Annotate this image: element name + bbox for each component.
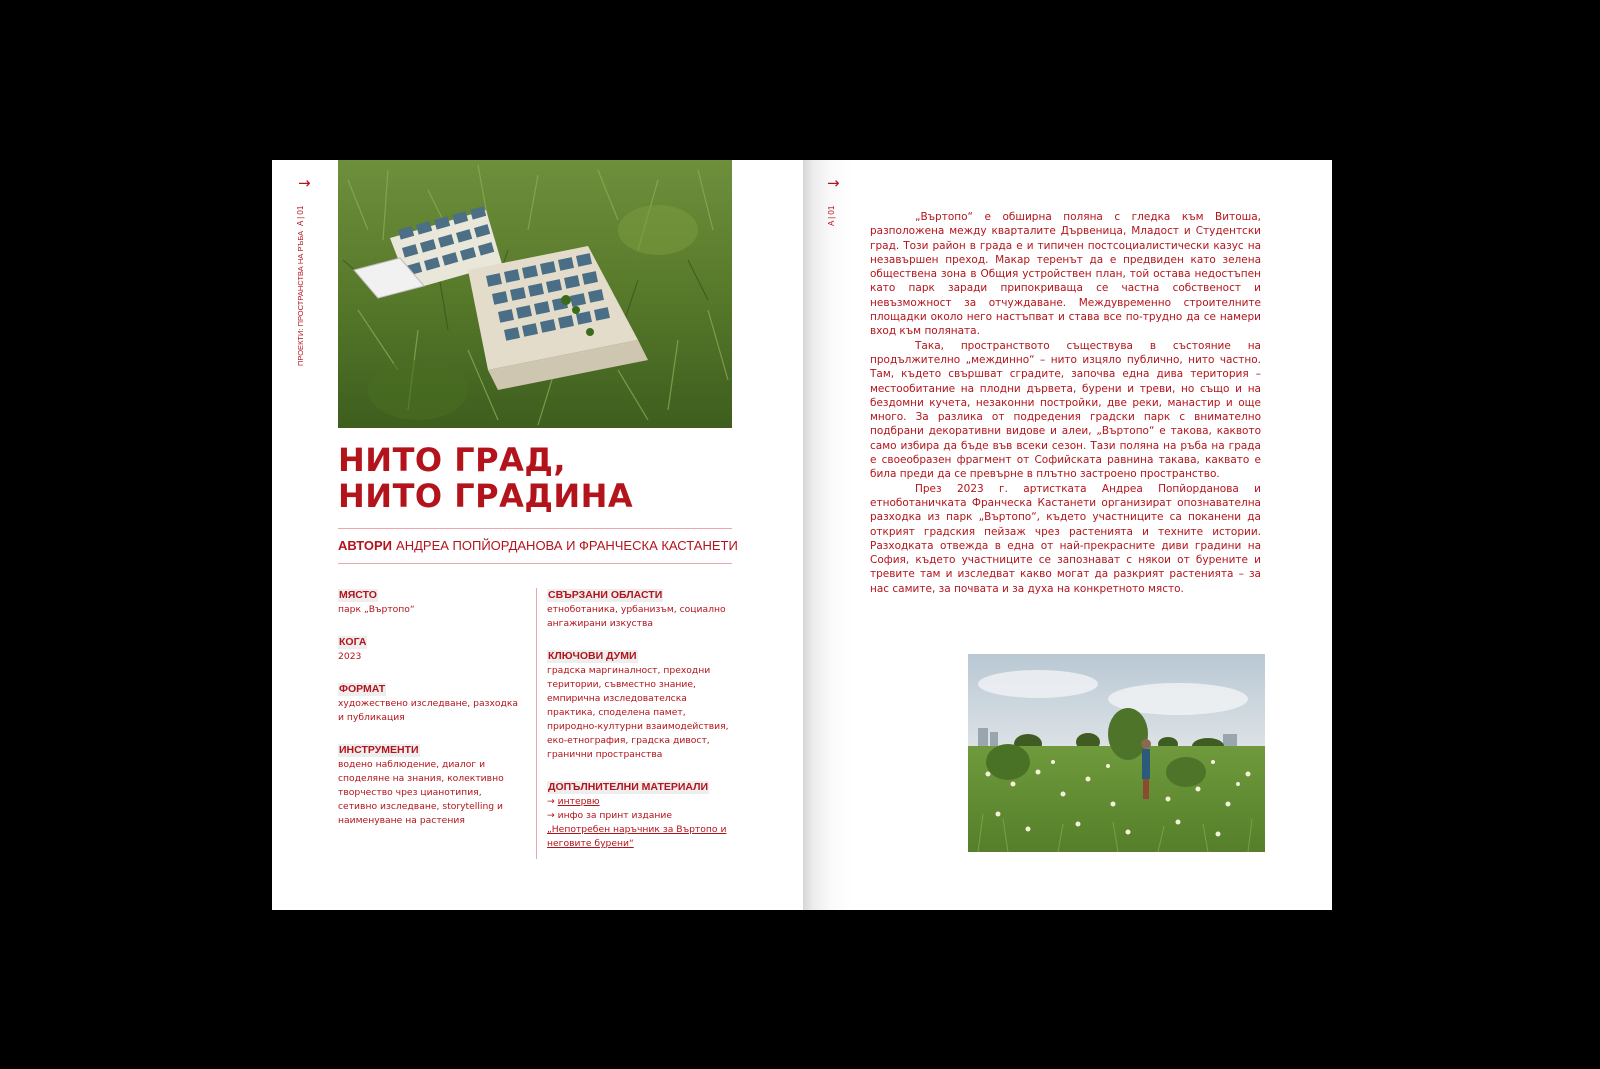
meta-extra-label: ДОПЪЛНИТЕЛНИ МАТЕРИАЛИ: [548, 781, 709, 793]
meta-tools: [338, 738, 523, 828]
article-title: [338, 442, 633, 514]
meta-format-value: художествено изследване, разходка и публикация: [338, 698, 519, 723]
meta-format-label: ФОРМАТ: [339, 683, 386, 695]
page-number-right: A | 01: [827, 205, 836, 226]
divider-top: [338, 528, 732, 529]
meta-related-label: СВЪРЗАНИ ОБЛАСТИ: [548, 589, 663, 601]
meta-when-value: 2023: [338, 651, 362, 662]
meta-related-value: етноботаника, урбанизъм, социално ангажирани изкуства: [547, 604, 726, 629]
meta-place-label: МЯСТО: [339, 589, 377, 601]
meta-when: [338, 630, 523, 664]
meta-extra: [547, 775, 732, 851]
meta-extra-line-2: → инфо за принт издание: [547, 810, 672, 821]
meta-keywords-label: КЛЮЧОВИ ДУМИ: [548, 650, 637, 662]
article-body: [870, 210, 1261, 596]
cyanotype-field-photo: [338, 160, 732, 428]
authors-label: АВТОРИ: [338, 538, 393, 553]
meta-format: [338, 677, 523, 725]
left-page: [272, 160, 803, 910]
meta-extra-line-1: [547, 795, 732, 809]
interview-link[interactable]: интервю: [557, 796, 600, 807]
title-line-1: НИТО ГРАД,: [338, 441, 566, 479]
divider-bottom: [338, 563, 732, 564]
right-page: [803, 160, 1332, 910]
authors-value: АНДРЕА ПОПЙОРДАНОВА И ФРАНЧЕСКА КАСТАНЕТИ: [396, 538, 738, 553]
page-arrow-right[interactable]: →: [827, 174, 840, 192]
meta-keywords: [547, 644, 732, 762]
meadow-walk-photo: [968, 654, 1265, 852]
extra-arrow-1: →: [547, 796, 558, 807]
meta-tools-label: ИНСТРУМЕНТИ: [339, 744, 419, 756]
page-arrow-left[interactable]: →: [298, 174, 311, 192]
body-paragraph-2: Така, пространството съществува в състояние на продължително „междинно“ – нито изцяло публично, нито частно. Там, където свършват сградите, започва една дива територия – местообитание на плодни дървета, бурени и треви, но също и на бездомни кучета, незаконни постройки, две реки, манастир и още много. За разлика от подредения градски парк с внимателно подбрани декоративни видове и алеи, „Въртопо“ е такова, каквото само избира да бъде във всеки сезон. Тази поляна на ръба на града е своеобразен фрагмент от Софийската равнина такава, каквато е била преди да се превърне в плътно застроено пространство.: [870, 339, 1261, 481]
meta-place-value: парк „Въртопо“: [338, 604, 415, 615]
page-number-left: A | 01: [296, 205, 305, 226]
meta-place: [338, 583, 523, 617]
body-paragraph-3: През 2023 г. артистката Андреа Попйорданова и етноботаничката Франческа Кастанети организират опознавателна разходка из парк „Въртопо“, където участниците са поканени да открият градския пейзаж чрез растенията и техните истории. Разходката отвежда в една от най-прекрасните диви градини на София, където участниците се запознават с някои от бурените и тревите там и изследват какво могат да разкрият растенията – за нас самите, за почвата и за духа на конкретното място.: [870, 482, 1261, 595]
authors-line: [338, 538, 738, 553]
meta-when-label: КОГА: [339, 636, 367, 648]
print-edition-link[interactable]: „Непотребен наръчник за Въртопо и неговите бурени“: [547, 824, 727, 849]
meta-tools-value: водено наблюдение, диалог и споделяне на знания, колективно творчество чрез цианотипия, сетивно изследване, storytelling и наименуване на растения: [338, 759, 504, 826]
title-line-2: НИТО ГРАДИНА: [338, 477, 634, 515]
meta-keywords-value: градска маргиналност, преходни територии, съвместно знание, емпирична изследователска практика, споделена памет, природно-културни взаимодействия, еко-етнография, градска дивост, гранични пространства: [547, 665, 729, 760]
metadata-column-right: [547, 583, 732, 864]
body-paragraph-1: „Въртопо“ е обширна поляна с гледка към Витоша, разположена между кварталите Дървеница, Младост и Студентски град. Този район в града е и типичен постсоциалистически казус на незавършен преход. Макар теренът да е предвиден като зелена обществена зона в Общия устройствен план, той остава недостъпен като парк заради припокриваща се частна собственост и невъзможност за отчуждаване. Междувременно строителните площадки около него настъпват и става все по-трудно да се намери вход към поляната.: [870, 211, 1261, 338]
meta-related: [547, 583, 732, 631]
column-divider: [536, 588, 537, 859]
metadata-column-left: [338, 583, 523, 841]
running-head: ПРОЕКТИ: ПРОСТРАНСТВА НА РЪБА: [296, 230, 305, 366]
